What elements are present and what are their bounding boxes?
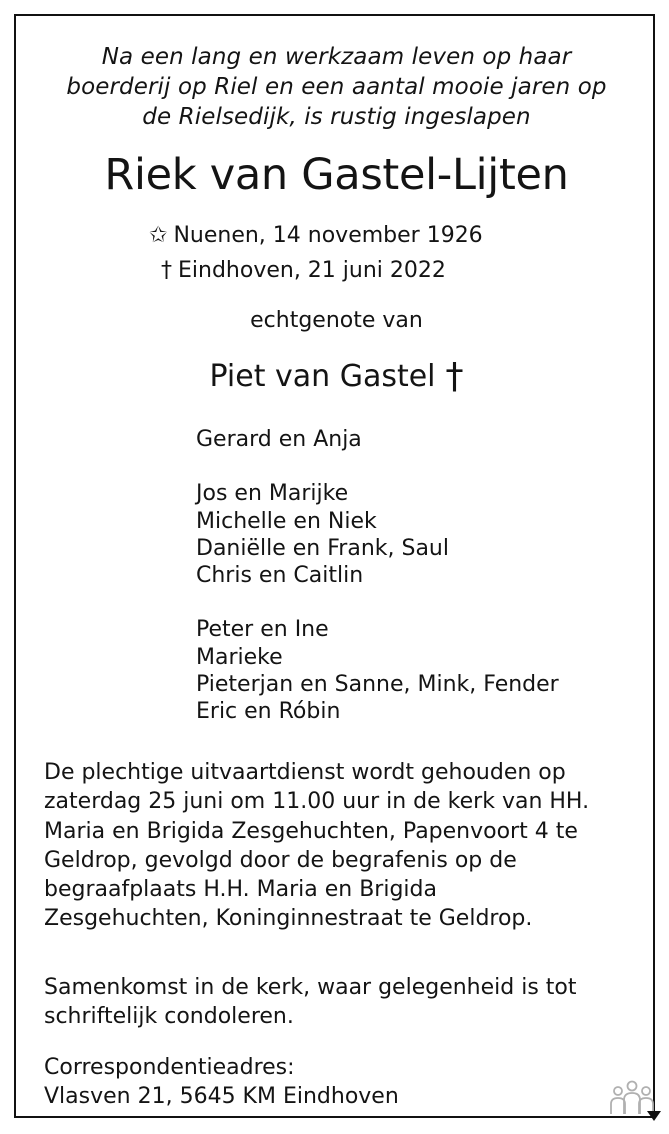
- address-paragraph: [44, 1053, 644, 1112]
- intro-text: [16, 42, 657, 132]
- family-member: Marieke: [196, 644, 283, 670]
- intro-line: de Rielsedijk, is rustig ingeslapen: [142, 104, 531, 130]
- spouse-lead: echtgenote van: [250, 308, 423, 333]
- intro-line: Na een lang en werkzaam leven op haar: [101, 44, 572, 70]
- spouse-name: Piet van Gastel: [209, 359, 436, 394]
- service-line: Zesgehuchten, Koninginnestraat te Geldrop.: [44, 906, 533, 932]
- gathering-line: schriftelijk condoleren.: [44, 1004, 294, 1030]
- family-group: [196, 480, 559, 589]
- star-icon: ✩: [149, 223, 168, 248]
- death-line: [161, 256, 446, 286]
- triangle-down-icon[interactable]: [647, 1111, 661, 1121]
- family-group: [196, 616, 559, 725]
- family-member: Chris en Caitlin: [196, 563, 364, 589]
- service-line: De plechtige uitvaartdienst wordt gehouden op: [44, 760, 566, 785]
- service-line: Geldrop, gevolgd door de begrafenis op de: [44, 847, 517, 873]
- service-paragraph: [44, 758, 644, 934]
- gathering-paragraph: [44, 973, 644, 1032]
- death-text: Eindhoven, 21 juni 2022: [178, 258, 446, 283]
- family-member: Eric en Róbin: [196, 699, 341, 725]
- spouse-line: [16, 356, 657, 398]
- deceased-name: Riek van Gastel-Lijten: [104, 150, 569, 200]
- service-line: begraafplaats H.H. Maria en Brigida: [44, 877, 437, 903]
- cross-icon: †: [161, 258, 172, 283]
- family-member: Gerard en Anja: [196, 427, 362, 452]
- service-line: zaterdag 25 juni om 11.00 uur in de kerk van HH.: [44, 789, 590, 815]
- birth-line: [149, 221, 483, 251]
- family-member: Pieterjan en Sanne, Mink, Fender: [196, 672, 559, 698]
- family-member: Daniëlle en Frank, Saul: [196, 535, 449, 561]
- service-line: Maria en Brigida Zesgehuchten, Papenvoort 4 te: [44, 818, 578, 844]
- obituary-card: [14, 14, 655, 1118]
- family-list: [196, 426, 559, 726]
- family-group: [196, 426, 559, 453]
- cross-icon: †: [445, 356, 464, 397]
- family-member: Michelle en Niek: [196, 508, 377, 534]
- address-value: Vlasven 21, 5645 KM Eindhoven: [44, 1084, 399, 1110]
- birth-text: Nuenen, 14 november 1926: [173, 223, 483, 248]
- gathering-line: Samenkomst in de kerk, waar gelegenheid is tot: [44, 975, 577, 1000]
- family-member: Jos en Marijke: [196, 481, 349, 507]
- family-member: Peter en Ine: [196, 617, 329, 643]
- intro-line: boerderij op Riel en een aantal mooie jaren op: [66, 74, 607, 100]
- address-label: Correspondentieadres:: [44, 1055, 295, 1080]
